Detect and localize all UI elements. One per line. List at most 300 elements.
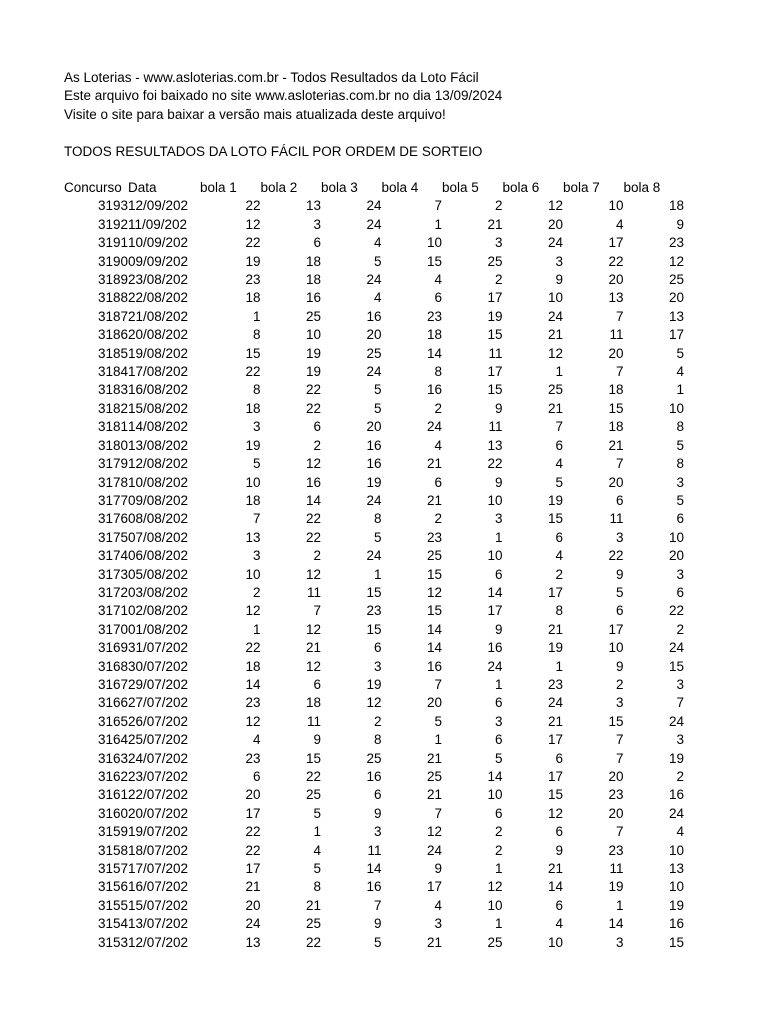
bola-8-cell: 23	[668, 235, 684, 251]
bola-2-cell: 5	[313, 805, 321, 821]
bola-8-cell: 25	[668, 272, 684, 288]
column-header-data: Data	[128, 180, 157, 195]
bola-3-cell: 4	[373, 235, 382, 251]
bola-1-cell: 17	[245, 861, 261, 877]
bola-7-cell: 3	[615, 934, 624, 950]
data-cell: 12/08/202	[128, 456, 189, 472]
bola-8-cell: 20	[668, 548, 684, 564]
bola-8-cell: 3	[676, 676, 684, 692]
bola-8-cell: 10	[668, 400, 684, 416]
table-row	[60, 326, 684, 344]
bola-6-cell: 6	[555, 529, 563, 545]
bola-7-cell: 17	[608, 235, 624, 251]
bola-1-cell: 13	[245, 529, 261, 545]
bola-1-cell: 22	[245, 640, 261, 656]
bola-5-cell: 21	[487, 216, 503, 232]
bola-1-cell: 22	[245, 364, 261, 380]
data-cell: 22/07/202	[128, 787, 189, 803]
bola-3-cell: 25	[366, 345, 382, 361]
data-cell: 22/08/202	[128, 290, 189, 306]
bola-4-cell: 6	[434, 290, 442, 306]
data-cell: 30/07/202	[128, 658, 189, 674]
bola-7-cell: 20	[608, 345, 624, 361]
concurso-cell: 3156	[97, 879, 128, 895]
bola-6-cell: 20	[547, 216, 563, 232]
bola-7-cell: 23	[608, 787, 624, 803]
bola-4-cell: 4	[434, 272, 442, 288]
bola-3-cell: 6	[373, 640, 382, 656]
bola-4-cell: 6	[434, 474, 442, 490]
column-header-bola-3: bola 3	[321, 180, 358, 195]
bola-5-cell: 16	[487, 640, 503, 656]
data-cell: 02/08/202	[128, 603, 189, 619]
concurso-cell: 3154	[97, 916, 128, 932]
bola-3-cell: 20	[366, 419, 382, 435]
bola-3-cell: 24	[366, 272, 382, 288]
bola-8-cell: 3	[676, 566, 684, 582]
bola-4-cell: 9	[434, 861, 442, 877]
concurso-cell: 3173	[97, 566, 128, 582]
bola-2-cell: 12	[305, 566, 321, 582]
bola-7-cell: 22	[608, 253, 624, 269]
bola-4-cell: 20	[426, 695, 442, 711]
bola-6-cell: 17	[547, 732, 563, 748]
bola-2-cell: 21	[305, 897, 321, 913]
bola-7-cell: 13	[608, 290, 624, 306]
bola-3-cell: 23	[366, 603, 382, 619]
bola-4-cell: 18	[426, 327, 442, 343]
bola-6-cell: 15	[547, 787, 563, 803]
bola-3-cell: 16	[366, 308, 382, 324]
bola-7-cell: 7	[615, 456, 624, 472]
bola-3-cell: 3	[373, 658, 382, 674]
bola-7-cell: 20	[608, 474, 624, 490]
bola-2-cell: 14	[305, 492, 321, 508]
data-cell: 13/07/202	[128, 916, 189, 932]
concurso-cell: 3191	[97, 235, 128, 251]
bola-8-cell: 16	[668, 916, 684, 932]
concurso-cell: 3165	[97, 713, 128, 729]
concurso-cell: 3187	[97, 308, 128, 324]
bola-8-cell: 22	[668, 603, 684, 619]
table-row	[60, 878, 684, 896]
bola-3-cell: 1	[373, 566, 382, 582]
bola-3-cell: 16	[366, 437, 382, 453]
bola-3-cell: 8	[373, 732, 382, 748]
bola-1-cell: 3	[252, 419, 261, 435]
data-cell: 25/07/202	[128, 732, 189, 748]
bola-8-cell: 8	[676, 456, 684, 472]
bola-8-cell: 2	[676, 621, 684, 637]
bola-1-cell: 12	[245, 713, 261, 729]
bola-2-cell: 4	[313, 842, 321, 858]
bola-1-cell: 22	[245, 842, 261, 858]
bola-6-cell: 24	[547, 308, 563, 324]
bola-6-cell: 25	[547, 382, 563, 398]
bola-8-cell: 5	[676, 345, 684, 361]
bola-1-cell: 8	[252, 327, 261, 343]
concurso-cell: 3159	[97, 824, 128, 840]
bola-6-cell: 8	[555, 603, 563, 619]
table-row	[60, 197, 684, 215]
data-cell: 18/07/202	[128, 842, 189, 858]
concurso-cell: 3161	[97, 787, 128, 803]
bola-1-cell: 22	[245, 198, 261, 214]
bola-8-cell: 5	[676, 492, 684, 508]
bola-3-cell: 24	[366, 216, 382, 232]
data-cell: 31/07/202	[128, 640, 189, 656]
bola-8-cell: 15	[668, 934, 684, 950]
bola-5-cell: 9	[494, 400, 503, 416]
bola-3-cell: 11	[367, 842, 382, 858]
bola-2-cell: 5	[313, 861, 321, 877]
bola-6-cell: 3	[555, 253, 563, 269]
bola-2-cell: 2	[313, 437, 321, 453]
bola-7-cell: 1	[615, 897, 624, 913]
bola-5-cell: 24	[487, 658, 503, 674]
concurso-cell: 3157	[97, 861, 128, 877]
bola-7-cell: 15	[608, 713, 624, 729]
bola-7-cell: 22	[608, 548, 624, 564]
data-cell: 26/07/202	[128, 713, 189, 729]
table-row	[60, 897, 684, 915]
bola-8-cell: 5	[676, 437, 684, 453]
bola-8-cell: 17	[668, 327, 684, 343]
data-cell: 11/09/202	[128, 216, 188, 232]
header-line-source: As Loterias - www.asloterias.com.br - Todos Resultados da Loto Fácil	[64, 70, 479, 85]
bola-1-cell: 21	[245, 879, 261, 895]
concurso-cell: 3188	[97, 290, 128, 306]
bola-8-cell: 24	[668, 805, 684, 821]
bola-3-cell: 24	[366, 548, 382, 564]
bola-4-cell: 21	[426, 492, 442, 508]
bola-6-cell: 19	[547, 492, 563, 508]
data-cell: 24/07/202	[128, 750, 189, 766]
bola-1-cell: 12	[245, 216, 261, 232]
table-row	[60, 639, 684, 657]
bola-6-cell: 4	[555, 916, 563, 932]
concurso-cell: 3169	[97, 640, 128, 656]
bola-1-cell: 14	[245, 676, 261, 692]
bola-7-cell: 7	[615, 824, 624, 840]
bola-4-cell: 23	[426, 308, 442, 324]
bola-7-cell: 11	[609, 327, 624, 343]
bola-4-cell: 21	[426, 456, 442, 472]
data-cell: 05/08/202	[128, 566, 189, 582]
bola-4-cell: 1	[434, 216, 442, 232]
table-row	[60, 437, 684, 455]
bola-3-cell: 6	[373, 787, 382, 803]
bola-2-cell: 13	[305, 198, 321, 214]
data-cell: 23/07/202	[128, 769, 189, 784]
data-cell: 15/07/202	[128, 897, 189, 913]
bola-5-cell: 12	[487, 879, 503, 895]
bola-6-cell: 12	[547, 345, 563, 361]
bola-2-cell: 10	[305, 327, 321, 343]
bola-6-cell: 6	[555, 437, 563, 453]
bola-7-cell: 17	[608, 621, 624, 637]
bola-4-cell: 3	[434, 916, 442, 932]
bola-7-cell: 9	[615, 658, 624, 674]
bola-1-cell: 22	[245, 824, 261, 840]
bola-7-cell: 18	[608, 382, 624, 398]
bola-4-cell: 23	[426, 529, 442, 545]
bola-5-cell: 3	[494, 235, 503, 251]
bola-7-cell: 4	[615, 216, 624, 232]
table-row	[60, 934, 684, 952]
bola-5-cell: 9	[494, 474, 503, 490]
data-cell: 10/08/202	[128, 474, 189, 490]
bola-2-cell: 8	[313, 879, 321, 895]
bola-6-cell: 21	[547, 327, 563, 343]
bola-2-cell: 25	[305, 916, 321, 932]
concurso-cell: 3162	[97, 769, 128, 784]
bola-6-cell: 24	[547, 695, 563, 711]
data-cell: 20/07/202	[128, 805, 189, 821]
bola-7-cell: 18	[608, 419, 624, 435]
bola-2-cell: 25	[305, 308, 321, 324]
bola-2-cell: 22	[305, 382, 321, 398]
bola-7-cell: 9	[615, 566, 624, 582]
bola-5-cell: 9	[494, 621, 503, 637]
bola-5-cell: 6	[494, 805, 503, 821]
bola-6-cell: 19	[547, 640, 563, 656]
table-row	[60, 216, 684, 234]
bola-1-cell: 2	[252, 584, 261, 600]
bola-3-cell: 5	[373, 529, 382, 545]
column-header-bola-1: bola 1	[200, 180, 237, 195]
concurso-cell: 3160	[97, 805, 128, 821]
bola-7-cell: 7	[615, 750, 624, 766]
bola-4-cell: 15	[426, 253, 442, 269]
table-row	[60, 823, 684, 841]
data-cell: 12/09/202	[128, 198, 189, 214]
bola-4-cell: 2	[434, 511, 442, 527]
bola-2-cell: 6	[313, 235, 321, 251]
bola-8-cell: 19	[668, 750, 684, 766]
bola-5-cell: 10	[487, 492, 503, 508]
bola-1-cell: 15	[245, 345, 261, 361]
bola-6-cell: 9	[555, 272, 563, 288]
table-row	[60, 492, 684, 510]
data-cell: 03/08/202	[128, 584, 189, 600]
bola-5-cell: 6	[494, 695, 503, 711]
table-row	[60, 566, 684, 584]
table-row	[60, 363, 684, 381]
bola-2-cell: 11	[306, 713, 321, 729]
bola-5-cell: 1	[494, 676, 503, 692]
column-header-bola-8: bola 8	[623, 180, 661, 195]
concurso-cell: 3170	[97, 621, 128, 637]
bola-2-cell: 1	[313, 824, 321, 840]
bola-8-cell: 13	[668, 308, 684, 324]
bola-4-cell: 8	[434, 364, 442, 380]
bola-6-cell: 10	[547, 290, 563, 306]
bola-7-cell: 11	[609, 511, 624, 527]
concurso-cell: 3184	[97, 364, 128, 380]
bola-8-cell: 2	[676, 769, 684, 784]
bola-7-cell: 7	[615, 308, 624, 324]
bola-5-cell: 1	[494, 529, 503, 545]
data-cell: 09/09/202	[128, 253, 189, 269]
table-row	[60, 234, 684, 252]
data-cell: 16/08/202	[128, 382, 189, 398]
bola-5-cell: 2	[494, 824, 503, 840]
concurso-cell: 3177	[97, 492, 128, 508]
data-cell: 14/08/202	[128, 419, 189, 435]
column-header-bola-2: bola 2	[260, 180, 298, 195]
bola-4-cell: 7	[434, 198, 442, 214]
concurso-cell: 3155	[97, 897, 128, 913]
data-cell: 08/08/202	[128, 511, 189, 527]
bola-4-cell: 1	[434, 732, 442, 748]
bola-2-cell: 12	[305, 658, 321, 674]
bola-6-cell: 24	[547, 235, 563, 251]
bola-8-cell: 18	[668, 198, 684, 214]
table-row	[60, 731, 684, 749]
bola-2-cell: 15	[305, 750, 321, 766]
bola-5-cell: 2	[494, 842, 503, 858]
column-header-bola-4: bola 4	[381, 180, 419, 195]
bola-1-cell: 13	[245, 934, 261, 950]
concurso-cell: 3186	[97, 327, 128, 343]
data-cell: 01/08/202	[128, 621, 189, 637]
table-row	[60, 676, 684, 694]
bola-8-cell: 24	[668, 640, 684, 656]
bola-8-cell: 12	[668, 253, 684, 269]
bola-3-cell: 14	[366, 861, 382, 877]
bola-5-cell: 15	[487, 382, 503, 398]
bola-7-cell: 6	[615, 492, 624, 508]
bola-5-cell: 5	[494, 750, 503, 766]
bola-6-cell: 10	[547, 934, 563, 950]
bola-1-cell: 3	[252, 548, 261, 564]
data-cell: 17/08/202	[128, 364, 189, 380]
bola-2-cell: 22	[305, 511, 321, 527]
bola-3-cell: 19	[366, 676, 382, 692]
bola-4-cell: 12	[426, 584, 442, 600]
data-cell: 17/07/202	[128, 861, 189, 877]
bola-3-cell: 5	[373, 400, 382, 416]
data-cell: 10/09/202	[128, 235, 189, 251]
results-table-body	[60, 197, 684, 952]
bola-5-cell: 10	[487, 787, 503, 803]
bola-4-cell: 4	[434, 897, 442, 913]
bola-7-cell: 23	[608, 842, 624, 858]
bola-5-cell: 14	[487, 769, 503, 784]
concurso-cell: 3182	[97, 400, 128, 416]
table-row	[60, 713, 684, 731]
bola-1-cell: 5	[252, 456, 261, 472]
bola-2-cell: 11	[306, 584, 321, 600]
bola-5-cell: 17	[487, 603, 503, 619]
bola-7-cell: 5	[615, 584, 624, 600]
bola-7-cell: 6	[615, 603, 624, 619]
bola-5-cell: 6	[494, 732, 503, 748]
bola-2-cell: 12	[305, 621, 321, 637]
table-row	[60, 474, 684, 492]
bola-6-cell: 21	[547, 713, 563, 729]
concurso-cell: 3179	[97, 456, 128, 472]
table-row	[60, 529, 684, 547]
bola-5-cell: 3	[494, 713, 503, 729]
column-header-bola-6: bola 6	[502, 180, 540, 195]
data-cell: 09/08/202	[128, 492, 189, 508]
bola-7-cell: 7	[615, 732, 624, 748]
bola-6-cell: 23	[547, 676, 563, 692]
concurso-cell: 3185	[97, 345, 128, 361]
bola-1-cell: 12	[245, 603, 261, 619]
bola-4-cell: 16	[426, 382, 442, 398]
bola-1-cell: 19	[245, 437, 261, 453]
table-row	[60, 271, 684, 289]
bola-2-cell: 19	[305, 345, 321, 361]
data-cell: 20/08/202	[128, 327, 189, 343]
bola-5-cell: 25	[487, 253, 503, 269]
bola-7-cell: 15	[608, 400, 624, 416]
bola-5-cell: 17	[487, 290, 503, 306]
table-row	[60, 345, 684, 363]
bola-2-cell: 6	[313, 676, 321, 692]
bola-4-cell: 16	[426, 658, 442, 674]
bola-8-cell: 16	[668, 787, 684, 803]
bola-4-cell: 15	[426, 566, 442, 582]
bola-3-cell: 9	[373, 916, 382, 932]
data-cell: 21/08/202	[128, 308, 189, 324]
bola-3-cell: 15	[366, 584, 382, 600]
bola-6-cell: 6	[555, 750, 563, 766]
bola-1-cell: 8	[252, 382, 261, 398]
bola-7-cell: 11	[609, 861, 624, 877]
bola-2-cell: 3	[313, 216, 321, 232]
bola-3-cell: 2	[373, 713, 382, 729]
bola-4-cell: 5	[434, 713, 442, 729]
data-cell: 19/08/202	[128, 345, 189, 361]
bola-8-cell: 24	[668, 713, 684, 729]
table-row	[60, 786, 684, 804]
concurso-cell: 3176	[97, 511, 128, 527]
bola-1-cell: 24	[245, 916, 261, 932]
concurso-cell: 3172	[97, 584, 128, 600]
concurso-cell: 3163	[97, 750, 128, 766]
data-cell: 29/07/202	[128, 676, 189, 692]
concurso-cell: 3164	[97, 732, 128, 748]
bola-6-cell: 21	[547, 621, 563, 637]
concurso-cell: 3168	[97, 658, 128, 674]
bola-8-cell: 19	[668, 897, 684, 913]
bola-7-cell: 2	[615, 676, 624, 692]
bola-4-cell: 24	[426, 419, 442, 435]
bola-4-cell: 24	[426, 842, 442, 858]
bola-7-cell: 3	[615, 695, 624, 711]
bola-4-cell: 21	[426, 750, 442, 766]
section-title: TODOS RESULTADOS DA LOTO FÁCIL POR ORDEM DE SORTEIO	[64, 144, 483, 159]
bola-8-cell: 1	[676, 382, 684, 398]
table-row	[60, 547, 684, 565]
table-row	[60, 621, 684, 639]
bola-6-cell: 1	[555, 658, 563, 674]
bola-2-cell: 21	[305, 640, 321, 656]
bola-2-cell: 6	[313, 419, 321, 435]
bola-5-cell: 11	[488, 419, 503, 435]
concurso-cell: 3192	[97, 216, 128, 232]
concurso-cell: 3181	[97, 419, 128, 435]
bola-1-cell: 18	[245, 658, 261, 674]
bola-6-cell: 14	[547, 879, 563, 895]
bola-7-cell: 3	[615, 529, 624, 545]
bola-2-cell: 18	[305, 253, 321, 269]
data-cell: 13/08/202	[128, 437, 189, 453]
